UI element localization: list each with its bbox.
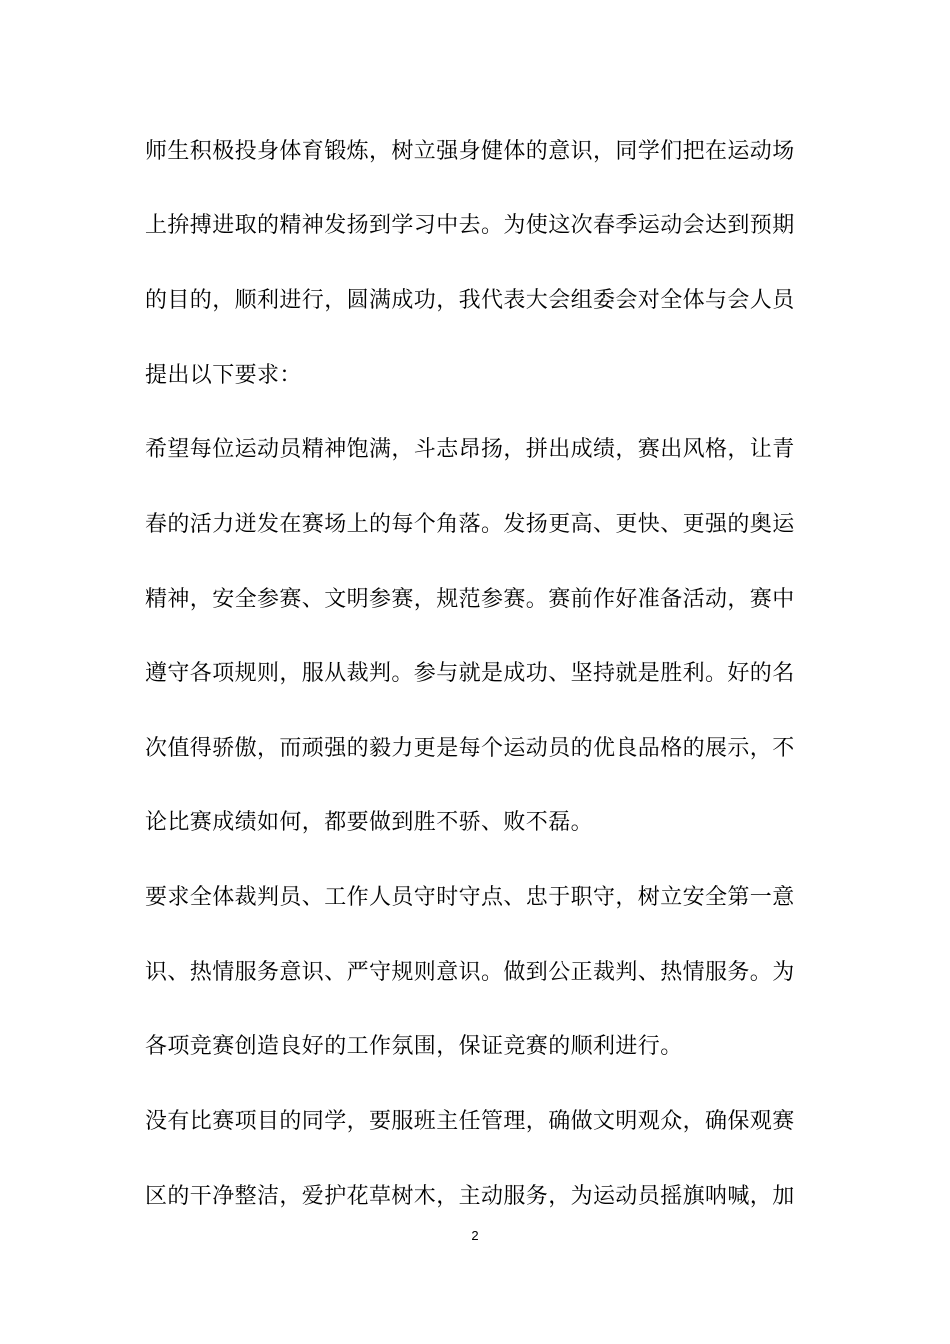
text-line: 遵守各项规则，服从裁判。参与就是成功、坚持就是胜利。好的名 xyxy=(145,661,795,686)
text-line: 论比赛成绩如何，都要做到胜不骄、败不磊。 xyxy=(145,810,594,835)
text-line: 识、热情服务意识、严守规则意识。做到公正裁判、热情服务。为 xyxy=(145,960,795,985)
text-line: 师生积极投身体育锻炼，树立强身健体的意识，同学们把在运动场 xyxy=(145,139,795,164)
text-line: 希望每位运动员精神饱满，斗志昂扬，拼出成绩，赛出风格，让青 xyxy=(145,437,795,462)
text-line: 提出以下要求： xyxy=(145,363,302,388)
text-line: 上拚搏进取的精神发扬到学习中去。为使这次春季运动会达到预期 xyxy=(145,213,795,238)
text-line: 精神，安全参赛、文明参赛，规范参赛。赛前作好准备活动，赛中 xyxy=(145,587,795,612)
text-line: 没有比赛项目的同学，要服班主任管理，确做文明观众，确保观赛 xyxy=(145,1109,795,1134)
text-line: 各项竞赛创造良好的工作氛围，保证竞赛的顺利进行。 xyxy=(145,1034,683,1059)
text-line: 要求全体裁判员、工作人员守时守点、忠于职守，树立安全第一意 xyxy=(145,885,795,910)
text-line: 春的活力迸发在赛场上的每个角落。发扬更高、更快、更强的奥运 xyxy=(145,512,795,537)
text-line: 区的干净整洁，爱护花草树木，主动服务，为运动员摇旗呐喊，加 xyxy=(145,1184,795,1209)
text-line: 次值得骄傲，而顽强的毅力更是每个运动员的优良品格的展示，不 xyxy=(145,736,795,761)
page-number: 2 xyxy=(471,1228,479,1243)
text-line: 的目的，顺利进行，圆满成功，我代表大会组委会对全体与会人员 xyxy=(145,288,795,313)
